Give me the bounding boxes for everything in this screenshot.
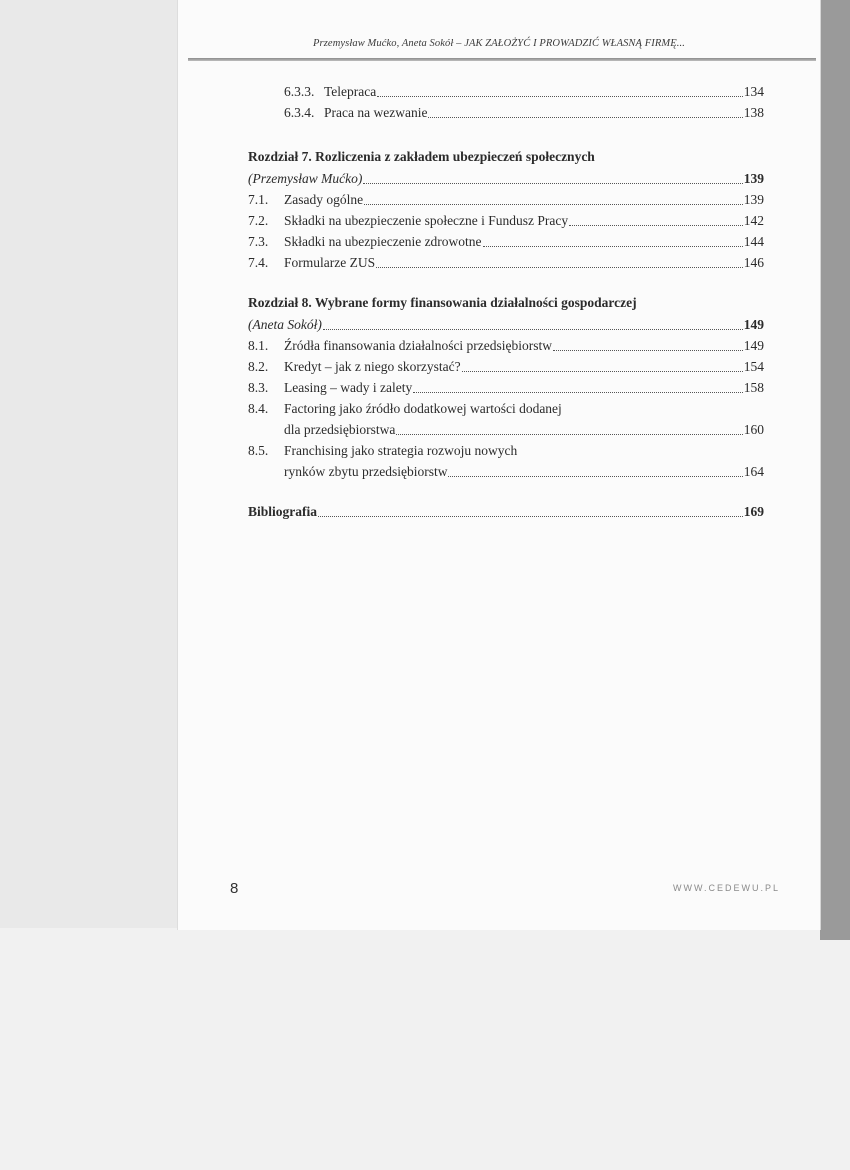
toc-entry-label: Składki na ubezpieczenie społeczne i Fundusz Pracy — [284, 213, 569, 228]
dot-leader — [448, 475, 742, 477]
toc-entry-page: 138 — [743, 105, 764, 120]
chapter-author: (Aneta Sokół) — [248, 317, 322, 332]
toc-entry-7-2[interactable] — [248, 211, 764, 231]
scan-background-bottom — [0, 928, 850, 1170]
dot-leader — [413, 391, 743, 393]
publisher-website: WWW.CEDEWU.PL — [673, 883, 780, 893]
toc-entry-page: 142 — [743, 213, 764, 228]
chapter-8-title: Rozdział 8. Wybrane formy finansowania działalności gospodarczej — [248, 295, 637, 310]
page-number: 8 — [230, 880, 239, 897]
toc-entry-page: 149 — [743, 317, 764, 332]
toc-entry-label: Formularze ZUS — [284, 255, 376, 270]
toc-entry-7-1[interactable] — [248, 190, 764, 210]
toc-entry-label: dla przedsiębiorstwa — [284, 422, 396, 437]
chapter-author: (Przemysław Mućko) — [248, 171, 363, 186]
toc-entry-number: 8.1. — [248, 338, 269, 353]
toc-entry-page: 160 — [743, 422, 764, 437]
toc-entry-label: Kredyt – jak z niego skorzystać? — [284, 359, 461, 374]
dot-leader — [428, 116, 742, 118]
dot-leader — [483, 245, 743, 247]
dot-leader — [569, 224, 743, 226]
chapter-7-entry[interactable] — [248, 169, 764, 189]
scan-background-right — [820, 0, 850, 940]
toc-entry-label: rynków zbytu przedsiębiorstw — [284, 464, 448, 479]
toc-entry-page: 158 — [743, 380, 764, 395]
toc-entry-page: 146 — [743, 255, 764, 270]
dot-leader — [323, 328, 743, 330]
dot-leader — [364, 203, 743, 205]
toc-entry-number: 7.4. — [248, 255, 269, 270]
chapter-8-entry[interactable] — [248, 315, 764, 335]
toc-entry-page: 169 — [743, 504, 764, 519]
toc-entry-label: Bibliografia — [248, 504, 318, 519]
toc-entry-8-5[interactable] — [284, 462, 764, 482]
dot-leader — [462, 370, 743, 372]
toc-entry-6-3-3[interactable] — [284, 82, 764, 102]
running-header: Przemysław Mućko, Aneta Sokół – JAK ZAŁOŻYĆ I PROWADZIĆ WŁASNĄ FIRMĘ... — [313, 38, 685, 49]
toc-entry-label: Franchising jako strategia rozwoju nowych — [284, 443, 518, 458]
dot-leader — [396, 433, 742, 435]
toc-entry-page: 144 — [743, 234, 764, 249]
toc-entry-bibliography[interactable] — [248, 502, 764, 522]
toc-entry-page: 139 — [743, 171, 764, 186]
toc-entry-6-3-4[interactable] — [284, 103, 764, 123]
toc-entry-8-4[interactable] — [284, 420, 764, 440]
toc-entry-8-3[interactable] — [248, 378, 764, 398]
header-rule — [188, 58, 816, 61]
toc-entry-label: Telepraca — [324, 84, 377, 99]
toc-entry-page: 149 — [743, 338, 764, 353]
scan-background-left — [0, 0, 178, 928]
toc-entry-number: 8.3. — [248, 380, 269, 395]
toc-entry-label: Zasady ogólne — [284, 192, 364, 207]
toc-entry-number: 6.3.3. — [284, 84, 315, 99]
toc-entry-page: 154 — [743, 359, 764, 374]
toc-entry-label: Źródła finansowania działalności przedsiębiorstw — [284, 338, 553, 353]
dot-leader — [363, 182, 742, 184]
toc-entry-number: 8.5. — [248, 443, 269, 458]
toc-entry-label: Leasing – wady i zalety — [284, 380, 413, 395]
toc-entry-number: 7.3. — [248, 234, 269, 249]
toc-entry-8-1[interactable] — [248, 336, 764, 356]
toc-entry-7-4[interactable] — [248, 253, 764, 273]
dot-leader — [318, 515, 743, 517]
toc-entry-number: 7.2. — [248, 213, 269, 228]
dot-leader — [377, 95, 742, 97]
toc-entry-number: 6.3.4. — [284, 105, 315, 120]
chapter-7-title: Rozdział 7. Rozliczenia z zakładem ubezpieczeń społecznych — [248, 149, 595, 164]
toc-entry-number: 8.4. — [248, 401, 269, 416]
toc-entry-8-5-line1 — [248, 441, 764, 461]
dot-leader — [376, 266, 743, 268]
toc-entry-7-3[interactable] — [248, 232, 764, 252]
toc-entry-label: Składki na ubezpieczenie zdrowotne — [284, 234, 482, 249]
book-page — [178, 0, 820, 930]
toc-entry-label: Praca na wezwanie — [324, 105, 428, 120]
dot-leader — [553, 349, 743, 351]
toc-entry-page: 164 — [743, 464, 764, 479]
toc-entry-number: 8.2. — [248, 359, 269, 374]
toc-entry-8-4-line1 — [248, 399, 764, 419]
toc-entry-number: 7.1. — [248, 192, 269, 207]
toc-entry-8-2[interactable] — [248, 357, 764, 377]
toc-entry-page: 139 — [743, 192, 764, 207]
toc-entry-page: 134 — [743, 84, 764, 99]
toc-entry-label: Factoring jako źródło dodatkowej wartości dodanej — [284, 401, 562, 416]
